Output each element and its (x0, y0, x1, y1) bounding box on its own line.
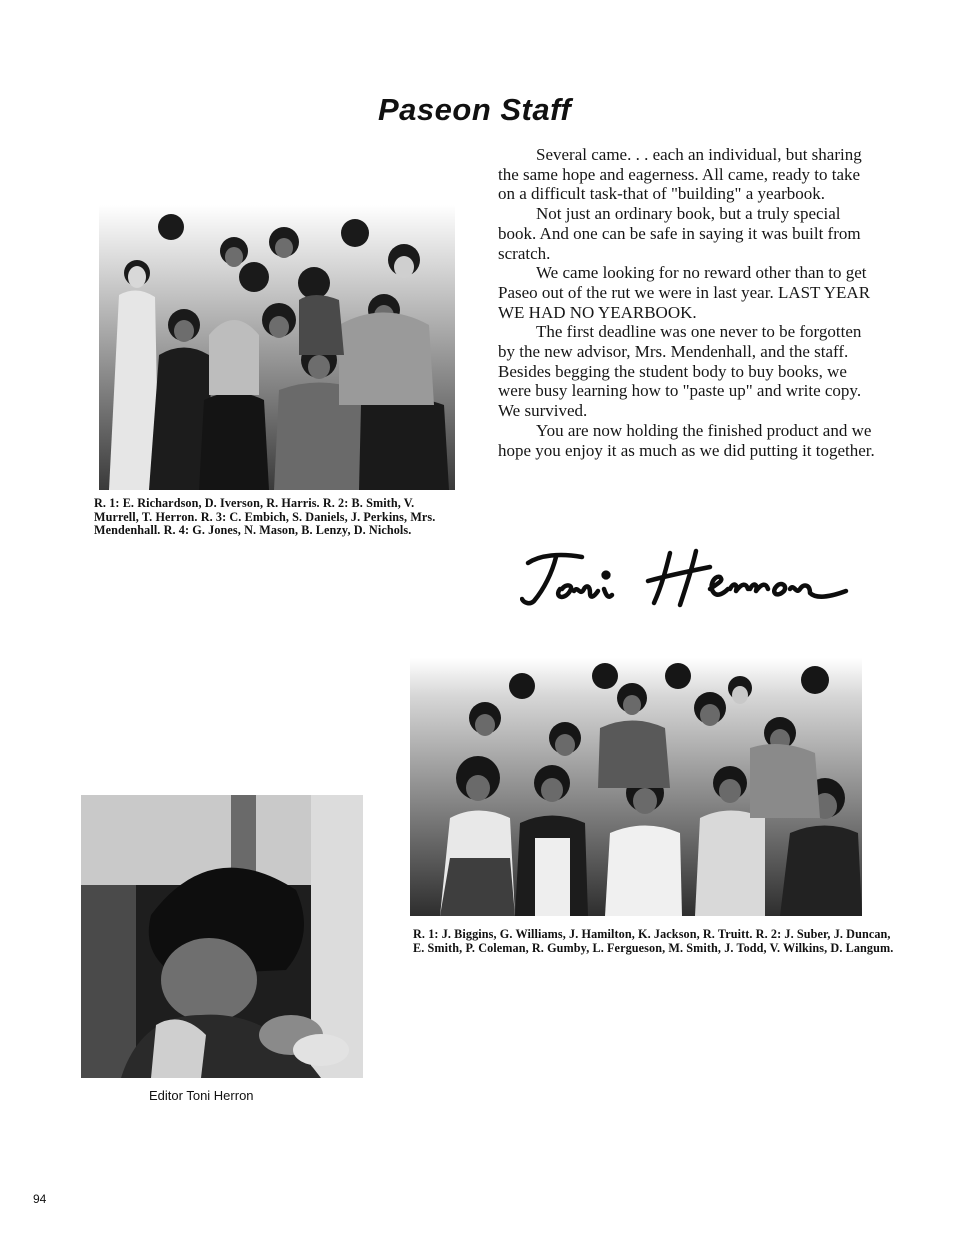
paragraph: Not just an ordinary book, but a truly special book. And one can be safe in saying it was built from scratch. (498, 204, 861, 263)
staff-group-1-caption: R. 1: E. Richardson, D. Iverson, R. Harris. R. 2: B. Smith, V. Murrell, T. Herron. R. 3: C. Embich, S. Daniels, J. Perkins, Mrs. Mendenhall. R. 4: G. Jones, N. Mason, B. Lenzy, D. Nichols. (94, 496, 436, 538)
article-body (498, 145, 878, 460)
staff-group-2-caption: R. 1: J. Biggins, G. Williams, J. Hamilton, K. Jackson, R. Truitt. R. 2: J. Suber, J. Duncan, E. Smith, P. Coleman, R. Gumby, L. Fergueson, M. Smith, J. Todd, V. Wilkins, D. Langum. (413, 927, 894, 955)
paragraph: Several came. . . each an individual, but sharing the same hope and eagerness. All came, ready to take on a difficult task-that of "building" a yearbook. (498, 145, 862, 204)
signature (520, 545, 850, 615)
editor-caption: Editor Toni Herron (149, 1088, 254, 1103)
editor-photo (81, 795, 363, 1078)
paragraph: You are now holding the finished product and we hope you enjoy it as much as we did putting it together. (498, 420, 875, 460)
paragraph: We came looking for no reward other than to get Paseo out of the rut we were in last year. LAST YEAR WE HAD NO YEARBOOK. (498, 263, 871, 322)
page-number: 94 (33, 1192, 47, 1206)
page-title: Paseon Staff (378, 92, 572, 127)
staff-group-photo-2 (410, 658, 862, 916)
paragraph: The first deadline was one never to be forgotten by the new advisor, Mrs. Mendenhall, and the staff. Besides begging the student body to buy books, we were busy learning how to "paste up" and write copy. We survived. (498, 322, 862, 421)
staff-group-photo-1 (99, 205, 455, 490)
